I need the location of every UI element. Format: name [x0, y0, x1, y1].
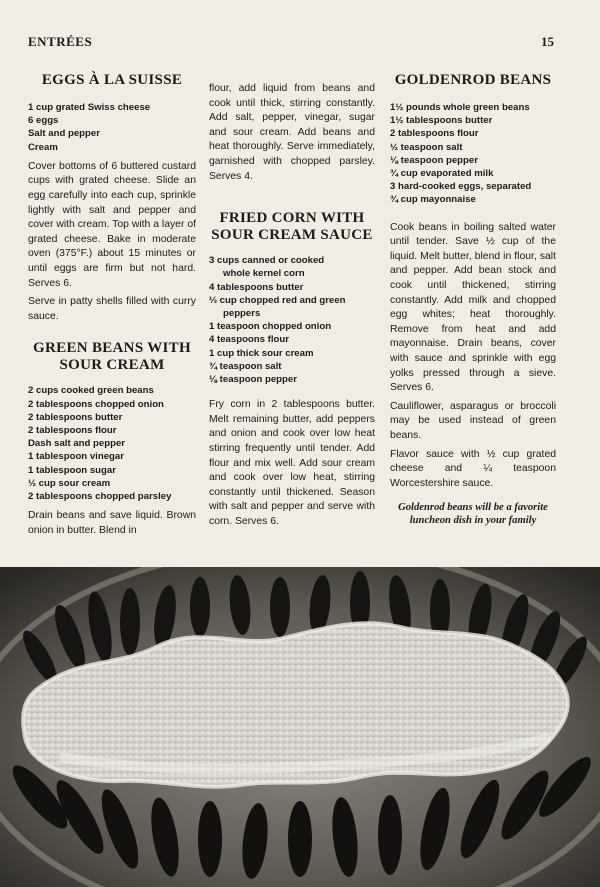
page-header [28, 34, 554, 52]
ingredient: Cream [28, 141, 58, 153]
recipe-paragraph: Drain beans and save liquid. Brown onion in butter. Blend in [28, 510, 196, 536]
ingredient: 2 tablespoons chopped parsley [28, 490, 172, 502]
goldenrod-beans-photo [0, 567, 600, 887]
ingredient: 1 tablespoon vinegar [28, 451, 124, 463]
ingredient: Dash salt and pepper [28, 438, 126, 450]
column-3 [390, 72, 556, 527]
recipe-paragraph: Serve in patty shells filled with curry sauce. [28, 296, 196, 322]
ingredient: 2 cups cooked green beans [28, 385, 154, 397]
ingredient: ⅛ teaspoon pepper [390, 154, 478, 166]
ingredient: 4 tablespoons butter [209, 281, 304, 293]
recipe-fried-corn-with-sour-cream-sauce [209, 210, 375, 529]
recipe-green-beans-with-sour-cream [28, 340, 196, 538]
ingredient: 1 teaspoon chopped onion [209, 321, 332, 333]
recipe-title: GOLDENROD BEANS [394, 72, 552, 88]
ingredient: 2 tablespoons flour [28, 424, 117, 436]
ingredient: ½ teaspoon salt [390, 141, 463, 153]
photo-caption: Goldenrod beans will be a favorite luncheon dish in your family [398, 502, 548, 527]
column-2 [209, 82, 375, 534]
ingredient: 1½ tablespoons butter [390, 115, 493, 127]
ingredient: ⅛ teaspoon pepper [209, 373, 297, 385]
ingredient-list [209, 254, 375, 386]
recipe-paragraph: Cook beans in boiling salted water until tender. Save ½ cup of the liquid. Melt butter, blend in flour, salt and pepper. Add bean stock and cook until thickened, stirring constantly. Add milk and chopped egg whites; heat thoroughly. Remove from heat and add mayonnaise. Drain beans, cover with sauce and sprinkle with egg yolks pressed through a sieve. Serves 6. [390, 221, 556, 394]
recipe-paragraph: Flavor sauce with ½ cup grated cheese and ¼ teaspoon Worcestershire sauce. [390, 448, 556, 489]
recipe-title: GREEN BEANS WITH SOUR CREAM [33, 340, 191, 374]
ingredient: 4 teaspoons flour [209, 334, 289, 346]
ingredient: ¾ cup mayonnaise [390, 194, 476, 206]
ingredient: ¾ cup evaporated milk [390, 168, 494, 180]
recipe-title: FRIED CORN WITH SOUR CREAM SAUCE [211, 210, 373, 244]
ingredient: Salt and pepper [28, 128, 100, 140]
recipe-goldenrod-beans [390, 72, 556, 527]
recipe-paragraph: Cover bottoms of 6 buttered custard cups with grated cheese. Slide an egg carefully into each cup, sprinkle lightly with salt and pepper and cover with cream. Top with a layer of grated cheese. Bake in moderate oven (375°F.) about 15 minutes or until eggs are firm but not hard. Serves 6. [28, 160, 196, 289]
ingredient: 2 tablespoons butter [28, 411, 123, 423]
recipe-title: EGGS À LA SUISSE [41, 72, 183, 88]
ingredient: whole kernel corn [223, 268, 305, 280]
ingredient: 3 hard-cooked eggs, separated [390, 181, 532, 193]
ingredient: 2 tablespoons chopped onion [28, 398, 164, 410]
ingredient-list [28, 384, 196, 503]
ingredient-list [28, 101, 196, 154]
section-label: ENTRÉES [28, 34, 93, 49]
ingredient: 2 tablespoons flour [390, 128, 479, 140]
ingredient: ½ cup sour cream [28, 477, 111, 489]
ingredient: 1 tablespoon sugar [28, 464, 116, 476]
ingredient: 1 cup thick sour cream [209, 347, 314, 359]
ingredient: 1½ pounds whole green beans [390, 102, 530, 113]
ingredient-list [390, 101, 556, 207]
ingredient: ⅓ cup chopped red and green [209, 294, 346, 306]
ingredient: 3 cups canned or cooked [209, 255, 325, 267]
ingredient: peppers [223, 307, 261, 319]
page-number: 15 [541, 34, 554, 49]
ingredient: ¾ teaspoon salt [209, 360, 282, 372]
ingredient: 1 cup grated Swiss cheese [28, 102, 151, 113]
recipe-paragraph-continued: flour, add liquid from beans and cook until thick, stirring constantly. Add salt, pepper, vinegar, sugar and sour cream. Add beans and heat thoroughly. Serve immediately, garnished with chopped parsley. Serves 4. [209, 83, 375, 182]
ingredient: 6 eggs [28, 115, 59, 127]
recipe-eggs-a-la-suisse [28, 72, 196, 324]
recipe-paragraph: Fry corn in 2 tablespoons butter. Melt remaining butter, add peppers and onion and cook over low heat stirring frequently until tender. Add flour and mix well. Add sour cream and cook over low heat, stirring constantly until thickened. Season with salt and pepper and serve with corn. Serves 6. [209, 399, 375, 527]
dish-photo [0, 567, 600, 887]
column-1 [28, 72, 196, 542]
recipe-paragraph: Cauliflower, asparagus or broccoli may be used instead of green beans. [390, 400, 556, 441]
